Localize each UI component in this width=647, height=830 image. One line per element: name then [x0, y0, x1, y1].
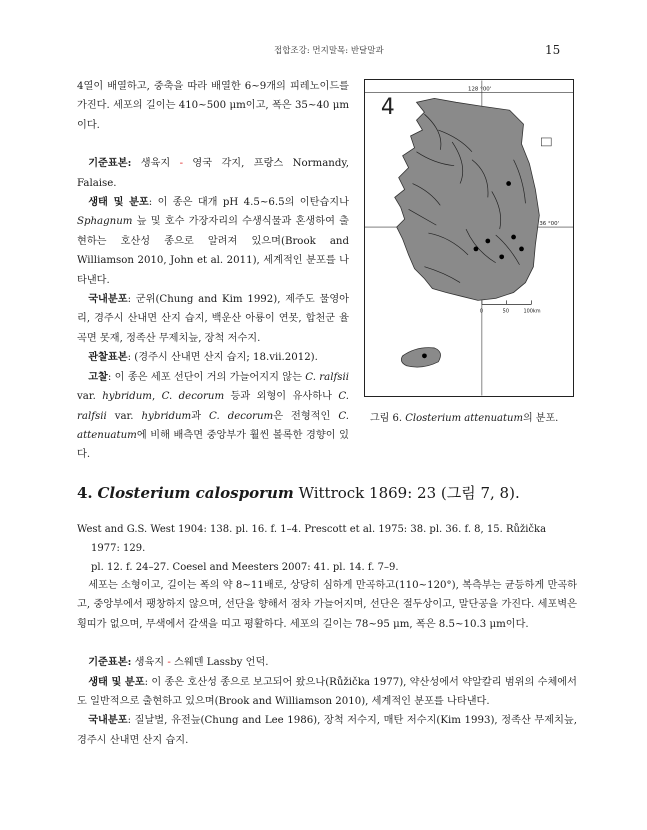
ecology-text-b: 늪 및 호수 가장자리의 수생식물과 혼생하여 출현하는 호산성 종으로 알려져 있으며(Brook and Williamson 2010, John et al. 2011), 세계적인 분포를 나타낸다.	[77, 216, 349, 286]
record-dot	[499, 254, 504, 259]
ecology-genus: Sphagnum	[77, 216, 133, 228]
type-colon: :	[127, 157, 132, 170]
scale-label-50: 50	[502, 308, 509, 315]
references-paragraph	[77, 520, 577, 577]
remarks-text-e: var.	[106, 410, 142, 422]
remarks-species-6: C. decorum	[209, 410, 274, 422]
section-description: 세포는 소형이고, 길이는 폭의 약 8~11배로, 상당히 심하게 만곡하고(110~120°), 복측부는 균등하게 만곡하고, 중앙부에서 팽창하지 않으며, 선단을 향해서 점차 가늘어지며, 선단은 절두상이고, 말단공을 가진다. 세포벽은 횡띠가 없으며, 무색에서 갈색을 띠고 평활하다. 세포의 길이는 78~95 μm, 폭은 8.5~10.3 μm이다.	[77, 580, 577, 630]
section-ecology-paragraph	[77, 673, 577, 712]
record-dot	[422, 353, 427, 358]
korea-map	[365, 80, 573, 396]
section-authority: Wittrock 1869: 23 (그림 7, 8).	[293, 484, 520, 502]
record-dot	[485, 239, 490, 244]
section-type-colon: :	[127, 656, 132, 669]
references-text-b: pl. 12. f. 24–27. Coesel and Meesters 2007: 41. pl. 14. f. 7–9.	[91, 562, 399, 573]
remarks-species-3: C. decorum	[161, 391, 225, 403]
latitude-label: 36 °00'	[539, 221, 560, 228]
remarks-species-2: hybridum	[102, 391, 152, 403]
jeju-island	[401, 348, 440, 367]
section-type-text-b: 스웨덴 Lassby 언덕.	[170, 657, 269, 669]
type-dash: -	[179, 158, 184, 170]
section-korea-paragraph	[77, 711, 577, 750]
section-type-text-a: 생육지	[131, 657, 168, 669]
scale-label-0: 0	[479, 308, 484, 315]
remarks-text-f: 과	[191, 410, 210, 422]
left-column-text	[77, 77, 349, 465]
ecology-paragraph	[77, 193, 349, 290]
remarks-text-d: 등과 외형이 유사하나	[224, 391, 339, 403]
record-dot	[474, 247, 479, 252]
section-number: 4.	[77, 484, 93, 502]
observed-specimen-paragraph	[77, 348, 349, 367]
section-ecology-label: 생태 및 분포	[88, 675, 145, 688]
section-type-label: 기준표본	[88, 656, 128, 669]
section-ecology-text: : 이 종은 호산성 종으로 보고되어 왔으나(Růžička 1977), 약산성에서 약알칼리 범위의 수체에서도 일반적으로 출현하고 있으며(Brook and Williamson 2010), 세계적인 분포를 나타낸다.	[77, 676, 577, 708]
references	[77, 520, 577, 577]
peninsula-landmass	[395, 98, 540, 300]
remarks-species-5: hybridum	[141, 410, 192, 422]
remarks-species-7: C. attenuatum	[77, 410, 350, 441]
ecology-label: 생태 및 분포	[88, 196, 149, 209]
korea-label: 국내분포	[88, 293, 128, 306]
running-title: 접합조강: 먼지말목: 반달말과	[274, 46, 384, 56]
type-text-a: 생육지	[131, 158, 180, 170]
remarks-text-c: ,	[151, 391, 162, 403]
remarks-species-4: C. ralfsii	[77, 391, 349, 422]
remarks-paragraph	[77, 368, 349, 465]
record-dot	[511, 235, 516, 240]
observed-text: : (경주시 산내면 산지 습지; 18.vii.2012).	[127, 352, 318, 364]
record-dot	[506, 181, 511, 186]
korea-text: : 군위(Chung and Kim 1992), 제주도 물영아리, 경주시 산내면 산지 습지, 백운산 아룡이 연못, 합천군 율곡면 못재, 정족산 무제치늪, 장척 저수지.	[77, 294, 349, 344]
remarks-label: 고찰	[88, 370, 108, 383]
page-header	[0, 43, 647, 59]
longitude-label: 128 °00'	[468, 86, 492, 93]
type-specimen-paragraph	[77, 154, 349, 193]
description-paragraph: 4열이 배열하고, 중축을 따라 배열한 6~9개의 피레노이드를 가진다. 세포의 길이는 410~500 μm이고, 폭은 35~40 μm이다.	[77, 81, 349, 131]
scale-label-100: 100km	[523, 308, 541, 315]
panel-number: 4	[380, 95, 395, 121]
references-text-a: West and G.S. West 1904: 138. pl. 16. f. 1–4. Prescott et al. 1975: 38. pl. 36. f. 8, 15. Růžička 1977: 129.	[77, 524, 547, 554]
section-type-dash: -	[167, 657, 171, 669]
section-type-paragraph	[77, 653, 577, 672]
korea-distribution-paragraph	[77, 290, 349, 348]
remarks-text-h: 에 비해 배측면 중앙부가 훨씬 볼록한 경향이 있다.	[77, 429, 349, 461]
section-korea-label: 국내분포	[88, 714, 128, 727]
remarks-text-a: : 이 종은 세포 선단이 거의 가늘어지지 않는	[107, 371, 306, 383]
page-number: 15	[545, 43, 561, 57]
ecology-text-a: : 이 종은 대개 pH 4.5~6.5의 이탄습지나	[148, 197, 349, 209]
caption-prefix: 그림 6.	[370, 413, 406, 424]
record-dot	[519, 247, 524, 252]
section-body	[77, 576, 577, 750]
caption-species: Closterium attenuatum	[405, 413, 523, 424]
distribution-map-figure	[364, 79, 574, 397]
remarks-text-b: var.	[77, 391, 103, 403]
island-inset	[541, 138, 551, 146]
observed-label: 관찰표본	[88, 351, 128, 364]
section-korea-text: : 질날벌, 유전늪(Chung and Lee 1986), 장척 저수지, 매탄 저수지(Kim 1993), 정족산 무제치늪, 경주시 산내면 산지 습지.	[77, 715, 577, 746]
type-text-b: 영국 각지, 프랑스 Normandy, Falaise.	[77, 158, 350, 189]
figure-caption	[370, 409, 600, 424]
type-label: 기준표본	[88, 157, 128, 170]
remarks-text-g: 은 전형적인	[273, 410, 339, 422]
section-heading	[77, 482, 597, 504]
section-species: Closterium calosporum	[97, 484, 294, 502]
remarks-species-1: C. ralfsii	[305, 371, 349, 383]
caption-suffix: 의 분포.	[522, 413, 559, 424]
